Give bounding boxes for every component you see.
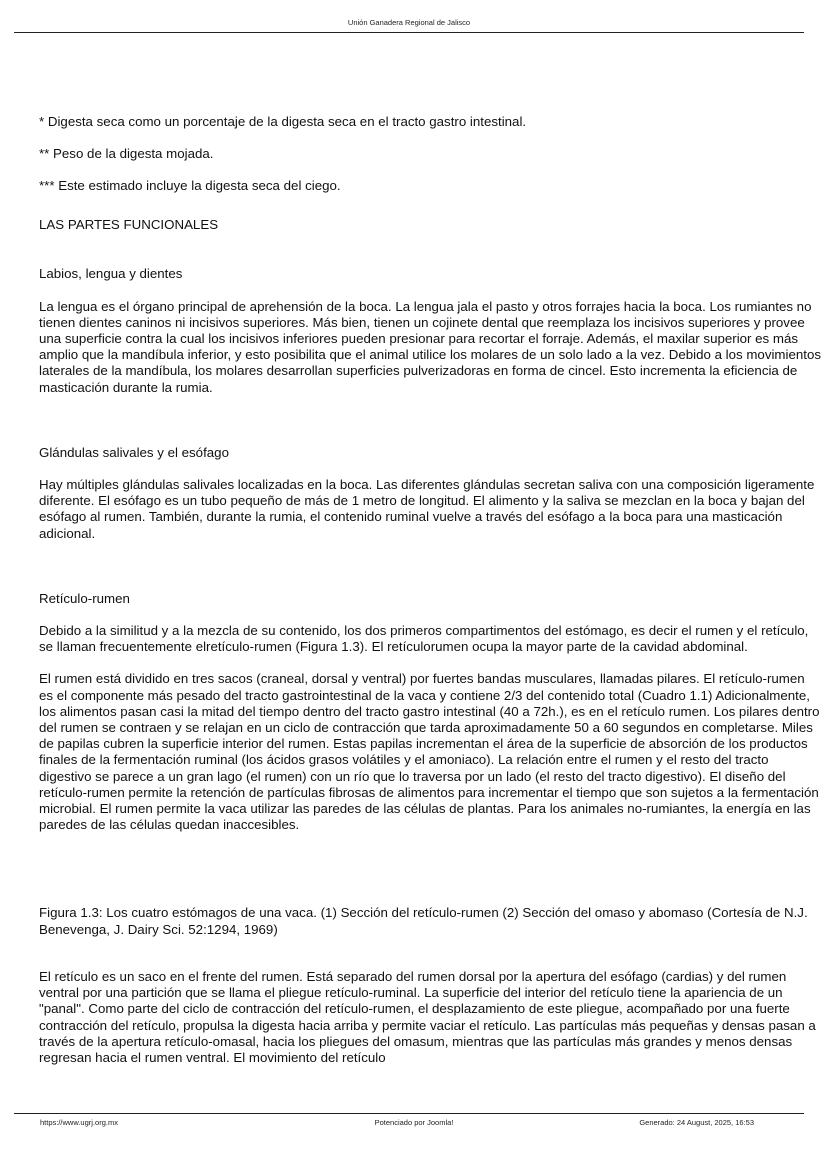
footnote-1: * Digesta seca como un porcentaje de la digesta seca en el tracto gastro intestinal. [39,114,527,129]
figure-caption: Figura 1.3: Los cuatro estómagos de una vaca. (1) Sección del retículo-rumen (2) Sección del omaso y abomaso (Cortesía de N.J. Benevenga, J. Dairy Sci. 52:1294, 1969) [39,905,808,937]
section-title: LAS PARTES FUNCIONALES [39,217,219,233]
footer-generated-date: Generado: 24 August, 2025, 16:53 [639,1118,754,1127]
footnote-3: *** Este estimado incluye la digesta seca del ciego. [39,178,341,193]
paragraph-labios: La lengua es el órgano principal de aprehensión de la boca. La lengua jala el pasto y otros forrajes hacia la boca. Los rumiantes no tienen dientes caninos ni incisivos superiores. Más bien, tienen un cojinete dental que reemplaza los incisivos superiores y provee una superficie contra la cual los incisivos inferiores pueden presionar para recortar el forraje. Además, el maxilar superior es más amplio que la mandíbula inferior, y esto posibilita que el animal utilice los molares de un solo lado a la vez. Debido a los movimientos laterales de la mandíbula, los molares desarrollan superficies pulverizadoras en forma de cincel. Esto incrementa la eficiencia de masticación durante la rumia. [39,298,821,395]
heading-reticulo: Retículo-rumen [39,590,130,606]
header-rule [14,32,804,33]
paragraph-glandulas: Hay múltiples glándulas salivales localizadas en la boca. Las diferentes glándulas secretan saliva con una composición ligeramente diferente. El esófago es un tubo pequeño de más de 1 metro de longitud. El alimento y la saliva se mezclan en la boca y bajan del esófago al rumen. También, durante la rumia, el contenido ruminal vuelve a través del esófago a la boca para una masticación adicional. [39,477,815,541]
paragraph-reticulo-1: Debido a la similitud y a la mezcla de su contenido, los dos primeros compartimentos del estómago, es decir el rumen y el retículo, se llaman frecuentemente elretículo-rumen (Figura 1.3). El retículorumen ocupa la mayor parte de la cavidad abdominal. [39,623,809,655]
heading-labios: Labios, lengua y dientes [39,266,183,282]
paragraph-reticulo-2: El rumen está dividido en tres sacos (craneal, dorsal y ventral) por fuertes bandas musculares, llamadas pilares. El retículo-rumen es el componente más pesado del tracto gastrointestinal de la vaca y contiene 2/3 del contenido total (Cuadro 1.1) Adicionalmente, los alimentos pasan casi la mitad del tiempo dentro del tracto gastro intestinal (40 a 72h.), es en el retículo rumen. Los pilares dentro del rumen se contraen y se relajan en un ciclo de contracción que tarda aproximadamente 50 a 60 segundos en completarse. Miles de papilas cubren la superficie interior del rumen. Estas papilas incrementan el área de la superficie de absorción de los productos finales de la fermentación ruminal (los ácidos grasos volátiles y el amoniaco). La relación entre el rumen y el resto del tracto digestivo se parece a un gran lago (el rumen) con un río que lo traversa por un lado (el resto del tracto digestivo). El diseño del retículo-rumen permite la retención de partículas fibrosas de alimentos para incrementar el tiempo que son sujetos a la fermentación microbial. El rumen permite la vaca utilizar las paredes de las células de plantas. Para los animales no-rumiantes, la energía en las paredes de las células quedan inaccesibles. [39,671,820,833]
paragraph-reticulo-3: El retículo es un saco en el frente del rumen. Está separado del rumen dorsal por la apertura del esófago (cardias) y del rumen ventral por una partición que se llama el pliegue retículo-ruminal. La superficie del interior del retículo tiene la apariencia de un "panal". Como parte del ciclo de contracción del retículo-rumen, el desplazamiento de este pliegue, acompañado por una fuerte contracción del retículo, propulsa la digesta hacia arriba y permite vaciar el retículo. Las partículas más pequeñas y densas pasan a través de la apertura retículo-omasal, hacia los pliegues del omasum, mientras que las partículas más grandes y menos densas regresan hacia el rumen ventral. El movimiento del retículo [39,968,816,1065]
page-header: Unión Ganadera Regional de Jalisco [347,18,471,27]
heading-glandulas: Glándulas salivales y el esófago [39,444,229,460]
footer-rule [14,1113,804,1114]
footnote-2: ** Peso de la digesta mojada. [39,146,214,161]
footer-url[interactable]: https://www.ugrj.org.mx [40,1118,118,1127]
document-body [39,114,821,1066]
footer-powered-by: Potenciado por Joomla! [374,1118,454,1127]
